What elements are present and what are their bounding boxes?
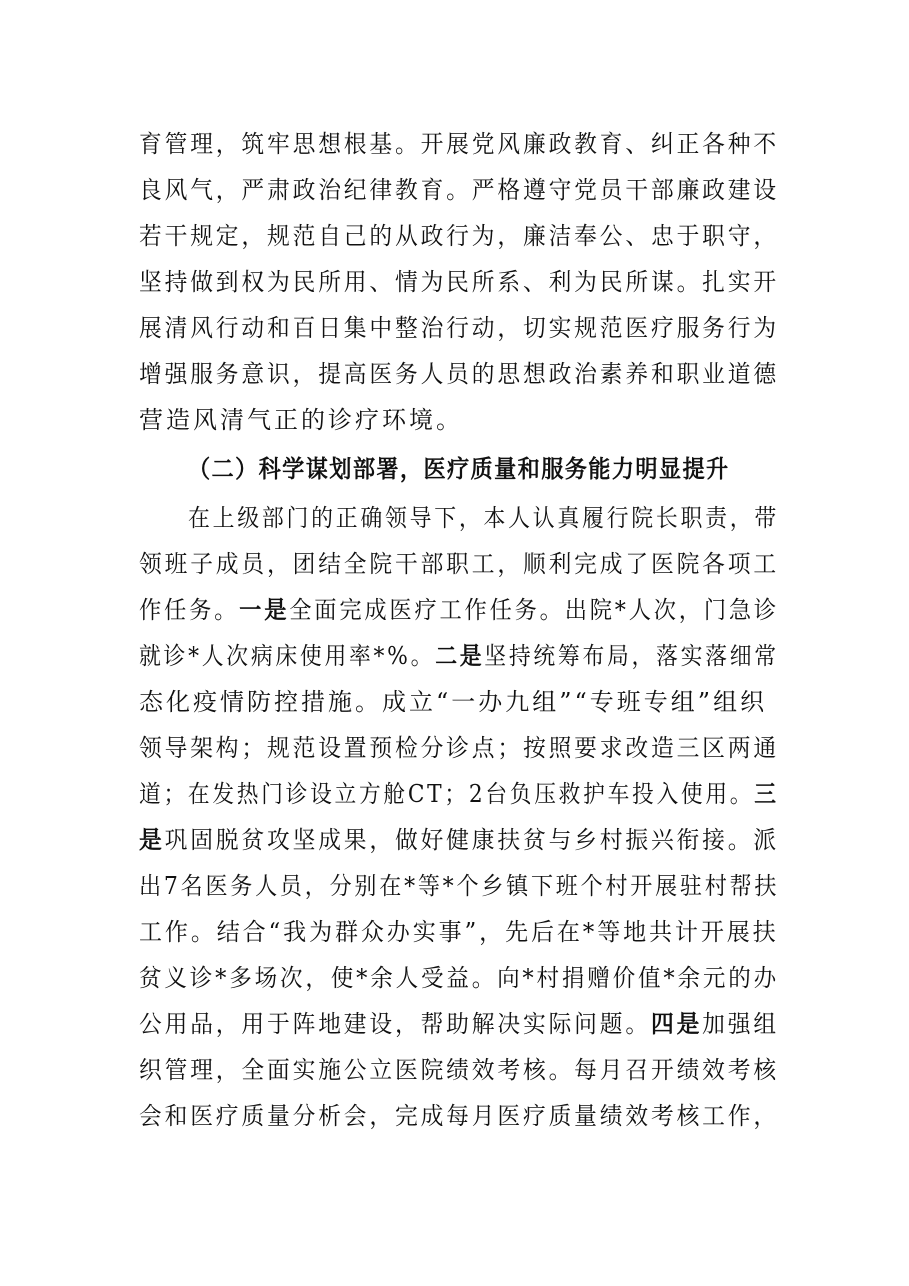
text-run: 作任务。 <box>139 596 240 624</box>
paragraph-line <box>139 636 779 676</box>
bold-marker: 是 <box>139 825 165 854</box>
paragraph-line: 良风气，严肃政治纪律教育。严格遵守党员干部廉政建设 <box>139 176 779 204</box>
text-run: 公用品，用于阵地建设，帮助解决实际问题。 <box>139 1010 651 1038</box>
bold-marker: 四是 <box>650 1009 703 1038</box>
paragraph-line: 育管理，筑牢思想根基。开展党风廉政教育、纠正各种不 <box>139 130 779 158</box>
text-run: 全面完成医疗工作任务。出院*人次，门急诊 <box>289 596 779 624</box>
paragraph-line <box>139 1004 779 1044</box>
paragraph-line: 出7名医务人员，分别在*等*个乡镇下班个村开展驻村帮扶 <box>139 872 780 900</box>
paragraph-line: 领班子成员，团结全院干部职工，顺利完成了医院各项工 <box>139 550 779 578</box>
text-run: 巩固脱贫攻坚成果，做好健康扶贫与乡村振兴衔接。派 <box>164 826 779 854</box>
paragraph-line <box>139 774 779 814</box>
paragraph-line: 工作。结合“我为群众办实事”，先后在*等地共计开展扶 <box>139 918 779 946</box>
bold-marker: 一是 <box>239 595 290 624</box>
paragraph-line: 态化疫情防控措施。成立“一办九组”“专班专组”组织 <box>139 688 768 716</box>
text-run: 加强组 <box>702 1010 779 1038</box>
text-run: 就诊*人次病床使用率*%。 <box>139 642 436 670</box>
bold-marker: 二是 <box>435 641 485 670</box>
bold-marker: 三 <box>754 779 779 808</box>
paragraph-line: 织管理，全面实施公立医院绩效考核。每月召开绩效考核 <box>139 1056 779 1084</box>
paragraph-line: 会和医疗质量分析会，完成每月医疗质量绩效考核工作， <box>139 1102 779 1130</box>
section-heading: （二）科学谋划部署，医疗质量和服务能力明显提升 <box>188 454 730 483</box>
paragraph-line: 展清风行动和百日集中整治行动，切实规范医疗服务行为 <box>139 314 779 342</box>
paragraph-line: 贫义诊*多场次，使*余人受益。向*村捐赠价值*余元的办 <box>139 964 780 992</box>
paragraph-line: 若干规定，规范自己的从政行为，廉洁奉公、忠于职守， <box>139 222 779 250</box>
paragraph-line <box>139 820 779 860</box>
paragraph-line: 营造风清气正的诊疗环境。 <box>139 406 463 434</box>
text-run: 道；在发热门诊设立方舱CT；2台负压救护车投入使用。 <box>139 780 755 808</box>
paragraph-line <box>139 590 779 630</box>
paragraph-line: 在上级部门的正确领导下，本人认真履行院长职责，带 <box>188 504 779 532</box>
paragraph-line: 增强服务意识，提高医务人员的思想政治素养和职业道德 <box>139 360 779 388</box>
paragraph-line: 坚持做到权为民所用、情为民所系、利为民所谋。扎实开 <box>139 268 779 296</box>
paragraph-line: 领导架构；规范设置预检分诊点；按照要求改造三区两通 <box>139 734 779 762</box>
text-run: 坚持统筹布局，落实落细常 <box>484 642 779 670</box>
